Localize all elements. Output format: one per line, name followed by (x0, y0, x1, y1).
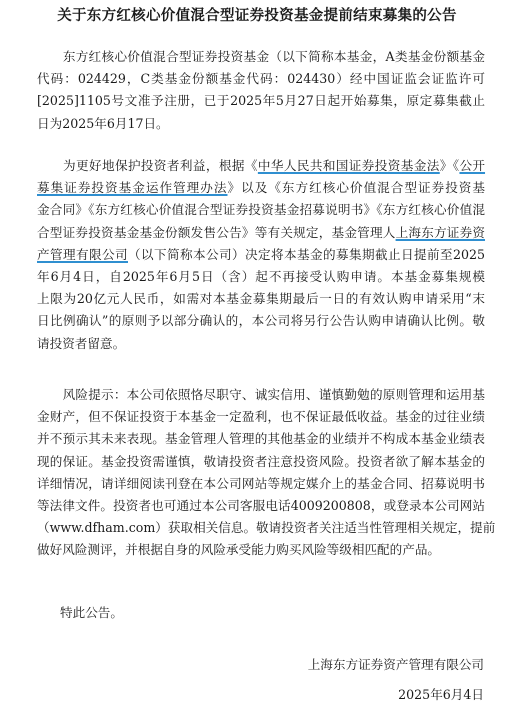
text-line (37, 428, 485, 450)
decision-paragraph (37, 155, 485, 355)
text-segment: （以下简称本公司）决定将本基金的募集期截止日提前至2025 (128, 246, 486, 262)
text-line (37, 495, 485, 517)
text-line (37, 333, 485, 355)
text-line (37, 46, 485, 68)
text-line (37, 310, 485, 332)
text-line (37, 406, 485, 428)
text-segment: 做好风险测评，并根据自身的风险承受能力购买风险等级相匹配的产品。 (37, 542, 440, 558)
text-line (37, 384, 485, 406)
text-line (37, 155, 485, 177)
text-line (37, 68, 485, 90)
text-segment: 代码：024429，C类基金份额基金代码：024430）经中国证监会证监许可 (37, 71, 485, 87)
text-line (37, 177, 485, 199)
text-line (37, 473, 485, 495)
closing-remark: 特此公告。 (60, 605, 123, 620)
text-line (37, 288, 485, 310)
text-line (37, 90, 485, 112)
text-segment: 现的保证。基金投资需谨慎，敬请投资者注意投资风险。投资者欲了解本基金的 (37, 453, 485, 469)
text-segment: 等法律文件。投资者也可通过本公司客服电话4009200808，或登录本公司网站 (37, 498, 485, 514)
text-segment: 请投资者留意。 (37, 335, 126, 351)
text-line (37, 222, 485, 244)
text-segment: 风险提示：本公司依照恪尽职守、诚实信用、谨慎勤勉的原则管理和运用基 (37, 387, 485, 402)
text-segment: 金财产，但不保证投资于本基金一定盈利，也不保证最低收益。基金的过往业绩 (37, 409, 485, 425)
linked-reference[interactable]: 中华人民共和国证券投资基金法 (257, 158, 440, 173)
linked-reference[interactable]: 募集证券投资基金运作管理办法 (37, 180, 228, 196)
text-segment: 日为2025年6月17日。 (37, 115, 169, 131)
text-line (37, 113, 485, 135)
linked-reference[interactable]: 公开 (459, 158, 486, 173)
text-segment: 东方红核心价值混合型证券投资基金（以下简称本基金，A类基金份额基金 (37, 49, 485, 64)
signature-company: 上海东方证券资产管理有限公司 (307, 657, 484, 672)
signature-date: 2025年6月4日 (398, 687, 484, 702)
text-segment: 合型证券投资基金基金份额发售公告》等有关规定，基金管理人 (37, 224, 396, 240)
text-segment: 为更好地保护投资者利益，根据《 (37, 158, 258, 173)
text-segment: 年6月4日，自2025年6月5日（含）起不再接受认购申请。本基金募集规模 (37, 269, 485, 285)
risk-warning-paragraph (37, 384, 496, 562)
intro-paragraph (37, 46, 485, 135)
text-segment: 上限为20亿元人民币，如需对本基金募集期最后一日的有效认购申请采用“末 (37, 291, 485, 307)
text-line (37, 199, 485, 221)
text-line (37, 517, 496, 539)
text-segment: 详细情况，请详细阅读刊登在本公司网站等规定媒介上的基金合同、招募说明书 (37, 475, 485, 491)
text-segment: 日比例确认”的原则予以部分确认的，本公司将另行公告认购申请确认比例。敬 (37, 313, 485, 329)
text-line (37, 244, 485, 266)
text-segment: （www.dfham.com）获取相关信息。敬请投资者关注适当性管理相关规定，提前 (37, 520, 496, 536)
announcement-title: 关于东方红核心价值混合型证券投资基金提前结束募集的公告 (57, 8, 457, 24)
text-segment: 》《 (439, 158, 460, 173)
text-line (37, 451, 485, 473)
linked-reference[interactable]: 产管理有限公司 (37, 246, 128, 262)
text-segment: 金合同》《东方红核心价值混合型证券投资基金招募说明书》《东方红核心价值混 (37, 202, 485, 218)
linked-reference[interactable]: 上海东方证券资 (395, 224, 486, 240)
text-line (37, 539, 485, 561)
text-segment: [2025]1105号文准予注册，已于2025年5月27日起开始募集，原定募集截止 (37, 93, 485, 109)
text-segment: 并不预示其未来表现。基金管理人管理的其他基金的业绩并不构成本基金业绩表 (37, 431, 485, 447)
text-line (37, 266, 485, 288)
text-segment: 》以及《东方红核心价值混合型证券投资基 (227, 180, 486, 196)
